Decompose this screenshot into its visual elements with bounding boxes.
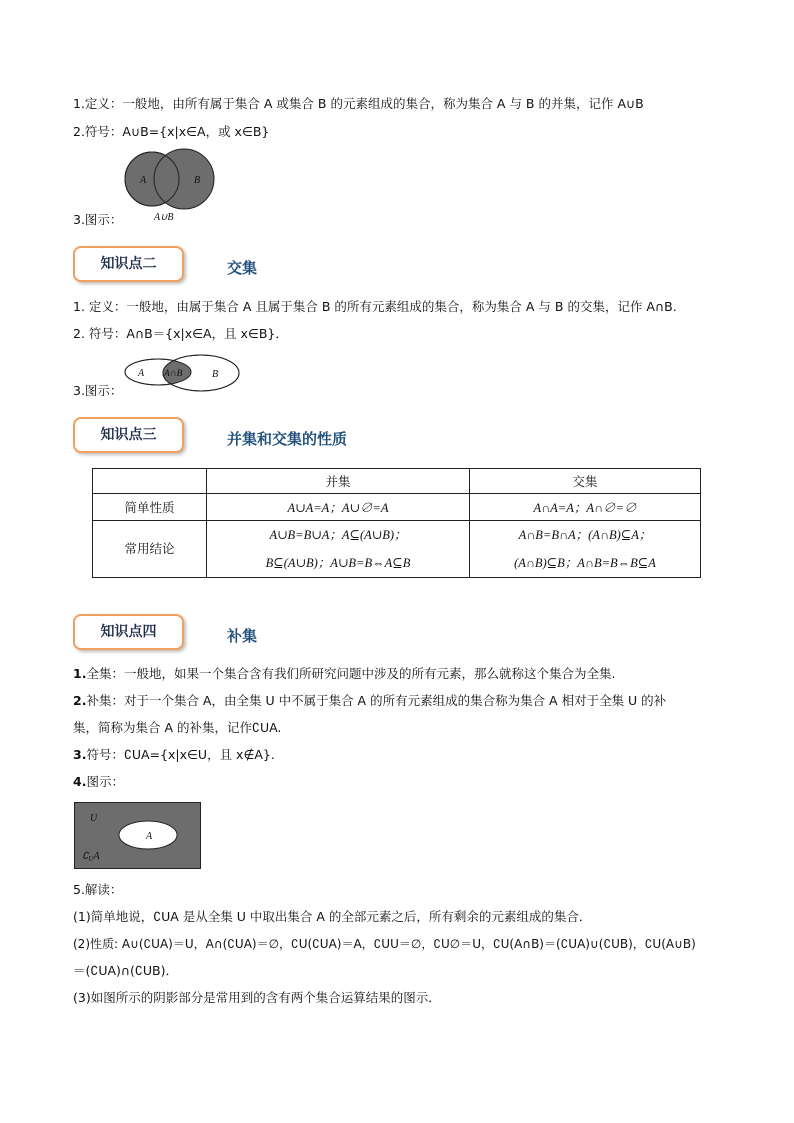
paragraph-number: 1.: [73, 666, 87, 681]
paragraph-text: 补集：对于一个集合 A，由全集 U 中不属于集合 A 的所有元素组成的集合称为集合 A 相对于全集 U 的补: [86, 693, 667, 708]
complement-diagram-label-u: U: [90, 813, 98, 824]
section-title-properties: 并集和交集的性质: [227, 430, 348, 448]
complement-symbol: [73, 747, 275, 763]
table-row: [93, 521, 701, 578]
complement-paragraph-cont: 集，简称为集合 A 的补集，记作∁UA.: [73, 720, 282, 735]
section-title-complement: 补集: [227, 627, 258, 645]
badge-k4: 知识点四: [73, 614, 184, 650]
table-header-cell: 交集: [470, 469, 701, 494]
union-cell: A∪A=A；A∪∅=A: [207, 494, 470, 521]
paragraph-number: 4.: [73, 774, 87, 789]
intersection-venn-label-mid: A∩B: [164, 369, 183, 379]
union-symbol: 2.符号：A∪B={x|x∈A，或 x∈B}: [73, 124, 270, 139]
paragraph-text: 图示：: [86, 774, 124, 789]
union-cell: [207, 521, 470, 578]
complement-figure-label: [73, 774, 124, 790]
interpretation-heading: 5.解读：: [73, 882, 123, 897]
interpretation-item-2: (2)性质: A∪(∁UA)＝U，A∩(∁UA)＝∅，∁U(∁UA)＝A，∁UU＝∅，∁U∅＝U，∁U(A∩B)＝(∁UA)∪(∁UB)，∁U(A∪B): [73, 937, 696, 951]
union-venn-caption: A∪B: [154, 212, 174, 223]
intersection-cell: [470, 521, 701, 578]
table-header-row: [93, 469, 701, 494]
intersection-venn-label-a: A: [138, 368, 145, 379]
intersection-venn-diagram: [124, 355, 244, 395]
interpretation-item-2-cont: ＝(∁UA)∩(∁UB)．: [73, 963, 178, 978]
row-label: 常用结论: [93, 521, 207, 578]
union-definition: 1.定义：一般地，由所有属于集合 A 或集合 B 的元素组成的集合，称为集合 A 与 B 的并集，记作 A∪B: [73, 96, 644, 111]
table-header-cell: 并集: [207, 469, 470, 494]
union-cell-line: A∪B=B∪A；A⊆(A∪B)；: [269, 528, 407, 542]
intersection-symbol: 2. 符号：A∩B＝{x|x∈A，且 x∈B}．: [73, 326, 288, 341]
intersection-cell-line: (A∩B)⊆B；A∩B=B⇔B⊆A: [514, 556, 656, 570]
section-title-intersection: 交集: [227, 259, 258, 277]
union-venn-label-b: B: [194, 175, 201, 186]
intersection-cell-line: A∩B=B∩A；(A∩B)⊆A；: [518, 528, 652, 542]
union-cell-line: B⊆(A∪B)；A∪B=B⇔A⊆B: [265, 556, 411, 570]
complement-diagram-label-a: A: [146, 831, 153, 842]
properties-table: [92, 468, 701, 578]
intersection-figure-label: 3.图示：: [73, 383, 123, 398]
intersection-cell: A∩A=A；A∩∅=∅: [470, 494, 701, 521]
union-venn-diagram: [124, 148, 220, 228]
paragraph-number: 3.: [73, 747, 87, 762]
union-figure-label: 3.图示：: [73, 212, 123, 227]
complement-diagram: [74, 802, 202, 870]
paragraph-text: 全集：一般地，如果一个集合含有我们所研究问题中涉及的所有元素，那么就称这个集合为全集.: [86, 666, 616, 681]
complement-paragraph: [73, 693, 666, 709]
universal-set-paragraph: [73, 666, 615, 682]
interpretation-item-1: (1)简单地说，∁UA 是从全集 U 中取出集合 A 的全部元素之后，所有剩余的元素组成的集合．: [73, 909, 592, 924]
paragraph-text: 符号：∁UA={x|x∈U，且 x∉A}.: [86, 747, 275, 762]
badge-k3: 知识点三: [73, 417, 184, 453]
complement-diagram-label-cua: $∁_UA$: [82, 851, 100, 863]
paragraph-number: 2.: [73, 693, 87, 708]
badge-k2: 知识点二: [73, 246, 184, 282]
intersection-definition: 1. 定义：一般地，由属于集合 A 且属于集合 B 的所有元素组成的集合，称为集合 A 与 B 的交集，记作 A∩B.: [73, 299, 677, 314]
interpretation-item-3: (3)如图所示的阴影部分是常用到的含有两个集合运算结果的图示．: [73, 990, 441, 1005]
table-header-cell: [93, 469, 207, 494]
table-row: [93, 494, 701, 521]
union-venn-label-a: A: [140, 175, 147, 186]
row-label: 简单性质: [93, 494, 207, 521]
intersection-venn-label-b: B: [212, 369, 219, 380]
